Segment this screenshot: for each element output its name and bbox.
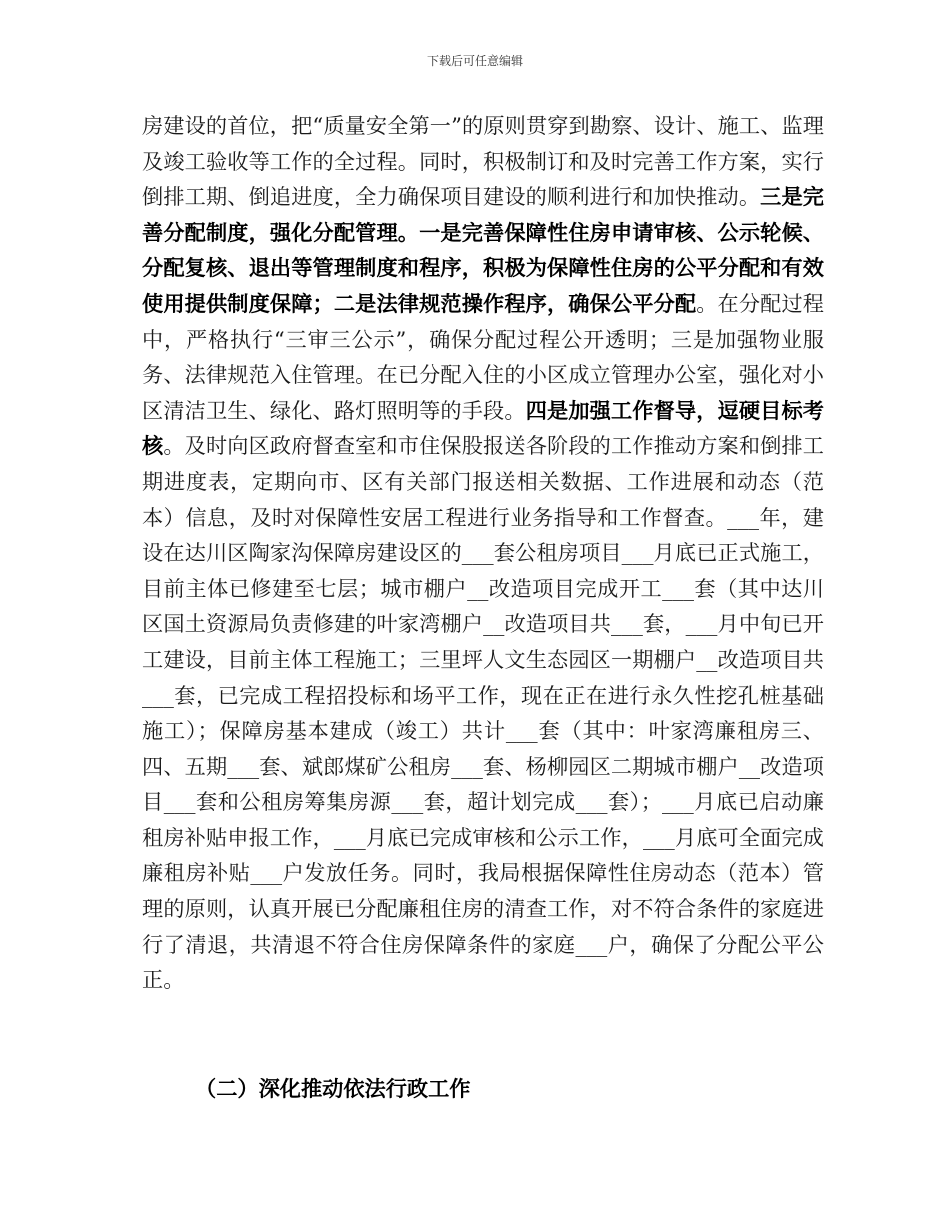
paragraph-text-2: 。在分配过程中，严格执行“三审三公示”，确保分配过程公开透明；三是加强物业服务、法律规范入住管理。在已分配入住的小区成立管理办公室，强化对小区清洁卫生、绿化、路灯照明等的手段。 [142,290,824,423]
page-header: 下载后可任意编辑 [426,54,523,68]
body-paragraph [142,108,824,998]
section-heading: （二）深化推动依法行政工作 [195,1076,471,1101]
paragraph-text-1: 房建设的首位，把“质量安全第一”的原则贯穿到勘察、设计、施工、监理及竣工验收等工作的全过程。同时，积极制订和及时完善工作方案，实行倒排工期、倒追进度，全力确保项目建设的顺利进行和加快推动。 [142,113,824,210]
paragraph-bold-2: 一是完善保障性住房申请审核、公示轮候、分配复核、退出等管理制度和程序，积极为保障性住房的公平分配和有效使用提供制度保障；二是法律规范操作程序，确保公平分配 [142,219,824,316]
paragraph-text-3: 。及时向区政府督查室和市住保股报送各阶段的工作推动方案和倒排工期进度表，定期向市、区有关部门报送相关数据、工作进展和动态（范本）信息，及时对保障性安居工程进行业务指导和工作督查。___年，建设在达川区陶家沟保障房建设区的___套公租房项目___月底已正式施工，目前主体已修建至七层；城市棚户__改造项目完成开工___套（其中达川区国土资源局负责修建的叶家湾棚户__改造项目共___套，___月中旬已开工建设，目前主体工程施工；三里坪人文生态园区一期棚户__改造项目共___套，已完成工程招投标和场平工作，现在正在进行永久性挖孔桩基础施工）；保障房基本建成（竣工）共计___套（其中：叶家湾廉租房三、四、五期___套、斌郎煤矿公租房___套、杨柳园区二期城市棚户__改造项目___套和公租房筹集房源___套，超计划完成___套）；___月底已启动廉租房补贴申报工作，___月底已完成审核和公示工作，___月底可全面完成廉租房补贴___户发放任务。同时，我局根据保障性住房动态（范本）管理的原则，认真开展已分配廉租住房的清查工作，对不符合条件的家庭进行了清退，共清退不符合住房保障条件的家庭___户，确保了分配公平公正。 [142,433,824,993]
paragraph-bold-1: 三是完善分配制度，强化分配管理。 [142,184,824,245]
paragraph-bold-3: 四是加强工作督导，逗硬目标考核 [142,397,824,459]
